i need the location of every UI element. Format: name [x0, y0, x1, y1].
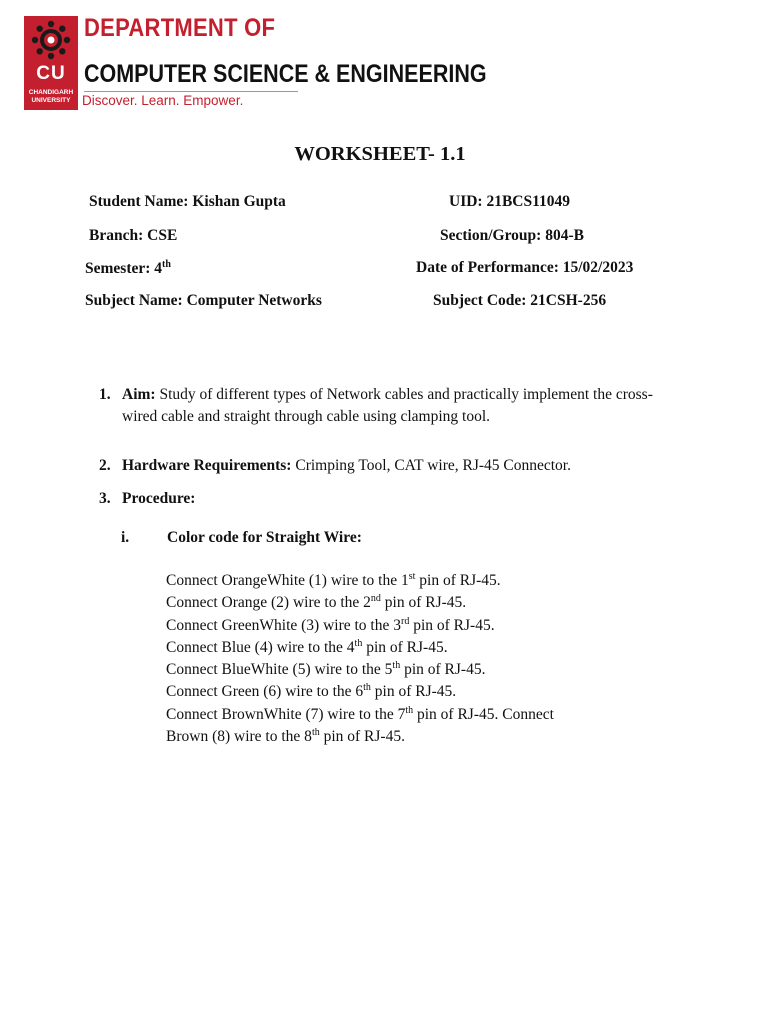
step-text: Connect Blue (4) wire to the 4 [166, 638, 355, 656]
step-text: Connect Green (6) wire to the 6 [166, 683, 364, 701]
hardware-text: Crimping Tool, CAT wire, RJ-45 Connector. [291, 457, 571, 474]
step-text-end: pin of RJ-45. Connect [413, 705, 554, 723]
step-text: Connect BlueWhite (5) wire to the 5 [166, 661, 393, 679]
step-ordinal: th [311, 726, 320, 738]
hardware-label: Hardware Requirements: [122, 457, 292, 474]
logo-abbreviation: CU [36, 63, 66, 84]
aim-content [122, 384, 662, 427]
step-text-end: pin of RJ-45. [415, 572, 501, 589]
procedure-label: Procedure: [122, 490, 196, 507]
worksheet-title: WORKSHEET- 1.1 [294, 143, 466, 165]
hardware-number: 2. [99, 457, 111, 474]
straight-wire-title: Color code for Straight Wire: [167, 529, 362, 546]
header-divider [84, 91, 298, 92]
step-line [166, 592, 626, 614]
step-text: Connect Orange (2) wire to the 2 [166, 594, 371, 612]
straight-wire-steps [166, 570, 626, 748]
subject-code: Subject Code: 21CSH-256 [433, 292, 607, 309]
logo-university-line1: CHANDIGARH [28, 89, 74, 96]
student-uid: UID: 21BCS11049 [449, 193, 571, 210]
semester-value: Semester: 4 [85, 260, 163, 278]
step-text-end: pin of RJ-45. [362, 638, 448, 656]
subject-name: Subject Name: Computer Networks [85, 292, 322, 309]
step-text: Connect OrangeWhite (1) wire to the 1 [166, 572, 409, 589]
step-text-end: pin of RJ-45. [380, 594, 467, 612]
step-line [166, 659, 626, 681]
step-ordinal: th [405, 704, 414, 716]
step-line [166, 637, 626, 659]
step-text: Brown (8) wire to the 8 [166, 728, 312, 746]
semester-ordinal: th [162, 259, 171, 270]
step-text-end: pin of RJ-45. [409, 616, 495, 634]
step-line [166, 681, 626, 703]
step-text-end: pin of RJ-45. [400, 661, 486, 679]
department-heading-line2: COMPUTER SCIENCE & ENGINEERING [84, 60, 487, 88]
step-ordinal: th [363, 682, 371, 694]
step-text-end: pin of RJ-45. [370, 683, 457, 701]
logo-university-line2: UNIVERSITY [31, 97, 71, 104]
tagline: Discover. Learn. Empower. [82, 93, 244, 108]
aim-text: Study of different types of Network cables and practically implement the cross-wired cable and straight through cable using clamping tool. [122, 386, 653, 425]
university-logo [24, 16, 78, 110]
aim-number: 1. [99, 386, 111, 403]
step-line [166, 704, 626, 726]
step-ordinal: nd [370, 593, 381, 605]
straight-wire-numeral: i. [121, 529, 130, 546]
logo-university-name [24, 89, 78, 105]
step-ordinal: th [392, 660, 401, 672]
step-text: Connect GreenWhite (3) wire to the 3 [166, 616, 401, 634]
step-line [166, 615, 626, 637]
step-ordinal: st [408, 570, 416, 582]
procedure-content [122, 488, 662, 510]
step-text: Connect BrownWhite (7) wire to the 7 [166, 705, 406, 723]
department-heading-line1: DEPARTMENT OF [84, 14, 276, 42]
procedure-number: 3. [99, 490, 111, 507]
step-ordinal: rd [401, 615, 410, 627]
branch: Branch: CSE [89, 227, 178, 244]
semester [85, 259, 171, 278]
step-text-end: pin of RJ-45. [319, 728, 405, 746]
student-name: Student Name: Kishan Gupta [89, 193, 286, 210]
step-line [166, 570, 626, 592]
university-emblem-icon [31, 20, 71, 60]
hardware-content [122, 455, 662, 477]
step-ordinal: th [354, 637, 363, 649]
aim-label: Aim: [122, 386, 156, 403]
step-line [166, 726, 626, 748]
date-of-performance: Date of Performance: 15/02/2023 [416, 259, 634, 276]
section-group: Section/Group: 804-B [440, 227, 584, 244]
